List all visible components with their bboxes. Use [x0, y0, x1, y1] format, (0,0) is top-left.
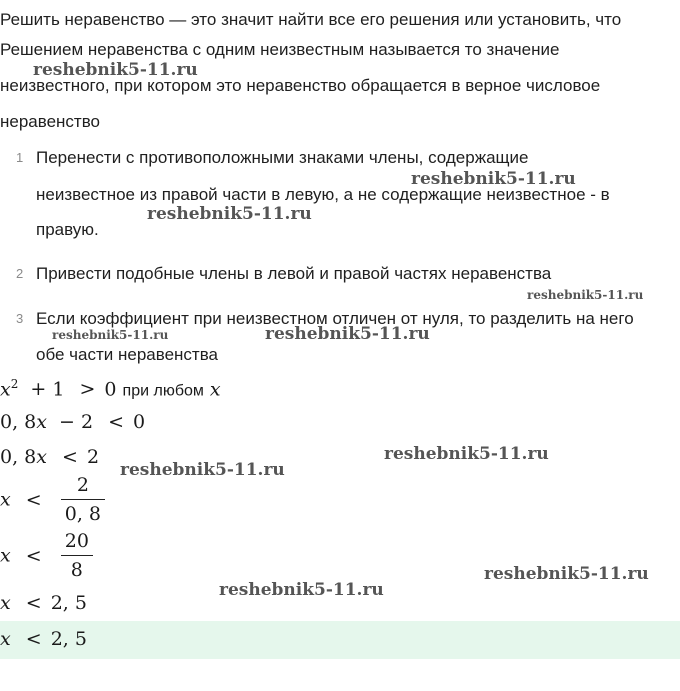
math-line-1: $x^2 + 1 > 0$ при любом x	[0, 377, 221, 401]
math-line-5: x < $\frac{20}{8}$	[0, 530, 93, 581]
step-number-2: 2	[16, 266, 24, 281]
intro-line-1: Решить неравенство — это значит найти все его решения или установить, что	[0, 10, 622, 29]
math-line-3: 0, 8x < 2	[0, 446, 100, 468]
math-line-2: 0, 8x − 2 < 0	[0, 411, 146, 433]
watermark: reshebnik5-11.ru	[147, 204, 312, 224]
step-number-3: 3	[16, 311, 24, 326]
watermark: reshebnik5-11.ru	[219, 580, 384, 600]
math-line-4: x < $\frac{2}{0, 8}$	[0, 474, 105, 525]
intro-line-2: Решением неравенства с одним неизвестным называется то значение	[0, 40, 560, 59]
fraction-20-over-8: $\frac{20}{8}$	[61, 530, 93, 581]
answer-highlight	[0, 621, 680, 659]
step-2-line-1: Привести подобные члены в левой и правой частях неравенства	[36, 264, 552, 283]
watermark: reshebnik5-11.ru	[120, 460, 285, 480]
watermark: reshebnik5-11.ru	[484, 564, 649, 584]
step-1-line-2: неизвестное из правой части в левую, а не содержащие неизвестное - в	[36, 185, 610, 204]
fraction-2-over-0-8: $\frac{2}{0, 8}$	[61, 474, 105, 525]
watermark: reshebnik5-11.ru	[527, 288, 644, 302]
step-number-1: 1	[16, 150, 24, 165]
step-1-line-3: правую.	[36, 220, 99, 239]
intro-line-3: неизвестного, при котором это неравенство обращается в верное числовое	[0, 76, 601, 95]
step-1-line-1: Перенести с противоположными знаками члены, содержащие	[36, 148, 529, 167]
intro-line-4: неравенство	[0, 112, 101, 131]
watermark: reshebnik5-11.ru	[384, 444, 549, 464]
step-3-line-1: Если коэффициент при неизвестном отличен от нуля, то разделить на него	[36, 309, 634, 328]
watermark: reshebnik5-11.ru	[411, 169, 576, 189]
watermark: reshebnik5-11.ru	[52, 328, 169, 342]
math-line-answer: x < 2, 5	[0, 628, 87, 650]
watermark: reshebnik5-11.ru	[33, 60, 198, 80]
step-3-line-2: обе части неравенства	[36, 345, 219, 364]
watermark: reshebnik5-11.ru	[265, 324, 430, 344]
math-line-6: x < 2, 5	[0, 592, 87, 614]
